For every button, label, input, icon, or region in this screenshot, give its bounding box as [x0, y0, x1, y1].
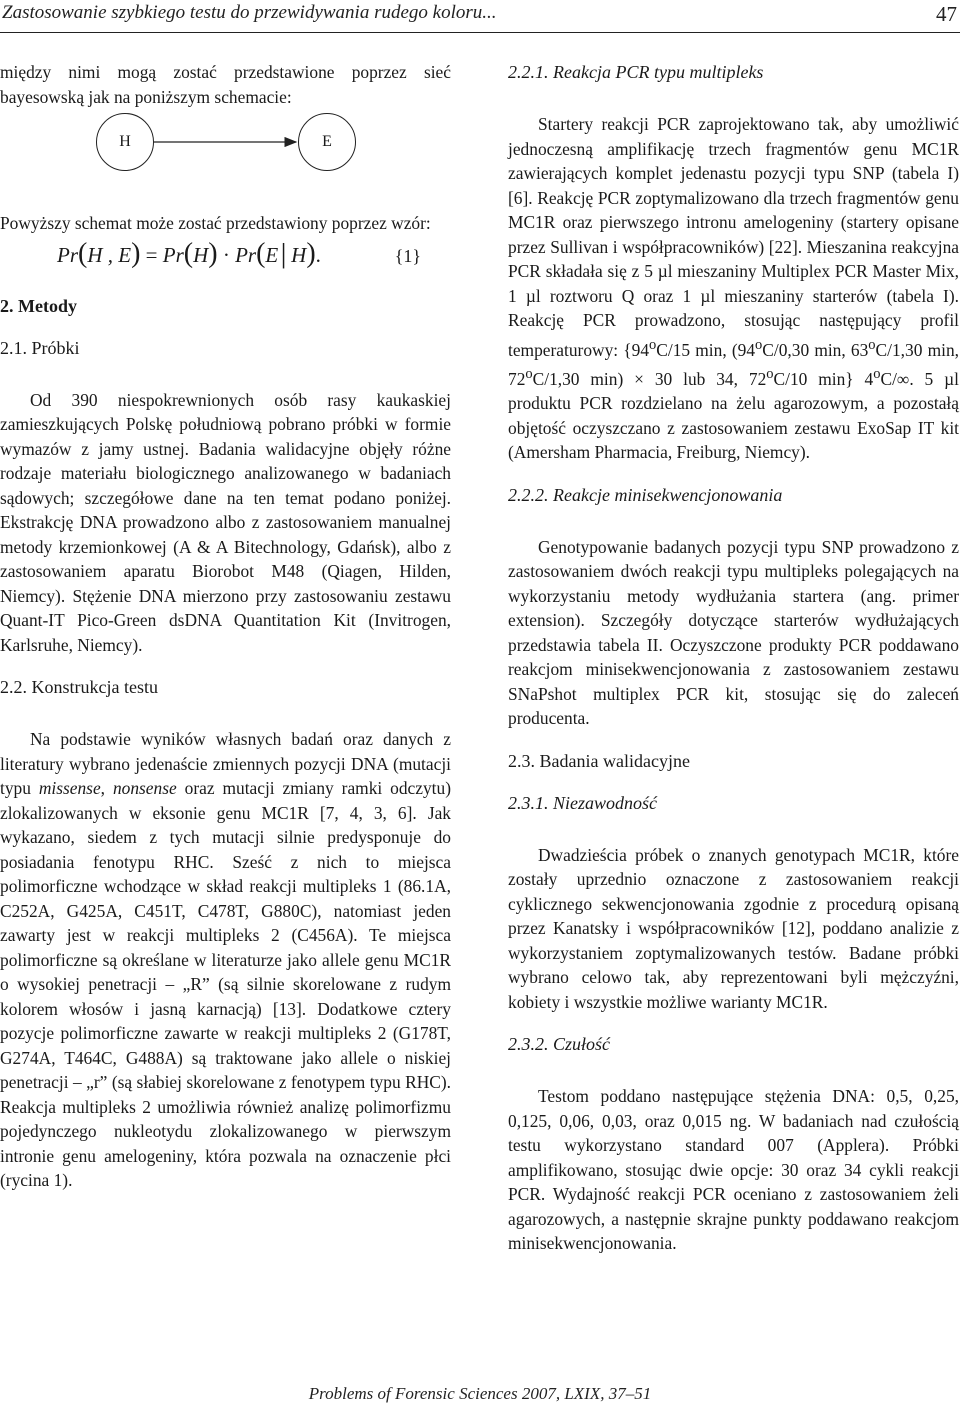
heading-validation: 2.3. Badania walidacyjne [508, 750, 690, 771]
heading-methods: 2. Metody [0, 295, 77, 316]
paragraph-multiplex: Startery reakcji PCR zaprojektowano tak, aby umożliwić jednoczesną amplifikację trzech fragmentów genu MC1R zawierających komplet jedenastu pozycji typu SNP (tabela I) [6]. Reakcję PCR zoptymalizowano dla trzech fragmentów genu MC1R oraz pierwszego intronu amelogeniny (startery opisane przez Sullivan i współpracowników) [22]. Mieszanina reakcyjna PCR składała się z 5 µl mieszaniny Multiplex PCR Master Mix, 1 µl roztworu Q oraz 1 µl mieszaniny starterów (tabela I). Reakcję PCR prowadzono, stosując następujący profil temperaturowy: {94$^o$C/15 min, (94$^o$C/0,30 min, 63$^o$C/1,30 min, 72$^o$C/1,30 min) × 30 lub 34, 72$^o$C/10 min} 4$^o$C/∞. 5 µl produktu PCR rozdzielano na żelu agarozowym, a pozostałą objętość oczyszczano z zastosowaniem zestawu ExoSap IT kit (Amersham Pharmacia, Freiburg, Niemcy). [508, 114, 959, 463]
heading-construction: 2.2. Konstrukcja testu [0, 677, 158, 697]
paragraph-sensitivity: Testom poddano następujące stężenia DNA: 0,5, 0,25, 0,125, 0,06, 0,03, oraz 0,015 ng. W badaniach nad czułością testu wykorzystano standard 007 (Applera). Próbki amplifikowano, stosując dwie opcje: 30 oraz 34 cykli reakcji PCR. Wydajność reakcji PCR oceniano z zastosowaniem żeli agarozowych, a następnie skrajne punkty poddawano reakcjom minisekwencjonowania. [508, 1086, 959, 1254]
node-h [96, 113, 154, 171]
running-header-title: Zastosowanie szybkiego testu do przewidywania rudego koloru... [2, 2, 497, 23]
arrow-h-to-e [0, 109, 451, 205]
formula-pr3: Pr [235, 242, 257, 267]
formula-dot: · [222, 242, 230, 267]
right-column [508, 60, 959, 1256]
paragraph-construction: Na podstawie wyników własnych badań oraz danych z literatury wybrano jedenaście zmiennych pozycji DNA (mutacji typu missense, nonsense oraz mutacji zmiany ramki odczytu) zlokalizowanych w eksonie genu MC1R [7, 4, 3, 6]. Jak wykazano, siedem z tych mutacji silnie predysponuje do posiadania fenotypu RHC. Sześć z nich to miejsca polimorficzne wchodzące w skład reakcji multipleks 1 (86.1A, C252A, G425A, C451T, C478T, G880C), natomiast jeden zawarty jest w reakcji multipleks 2 (C456A). Te miejsca polimorficzne są określane w literaturze jako allele genu MC1R o wysokiej penetracji – „R” (są silnie skorelowane z rudym kolorem włosów i jasną karnacją) [13]. Dodatkowe cztery pozycje polimorficzne zawarte w reakcji multipleks 2 (G178T, G274A, T464C, G488A) są traktowane jako allele o niskiej penetracji – „r” (są słabiej skorelowane z fenotypem typu RHC). Reakcja multipleks 2 umożliwia również analizę polimorfizmu pojedynczego nukleotydu zlokalizowanego w pierwszym intronie genu amelogeniny, która pozwala na oznaczenie płci (rycina 1). [0, 729, 451, 1190]
formula-args1: H , E [87, 242, 132, 267]
heading-reliability: 2.3.1. Niezawodność [508, 792, 658, 813]
header-rule [0, 32, 960, 33]
paragraph-reliability: Dwadzieścia próbek o znanych genotypach MC1R, które zostały uprzednio oznaczone z zastosowaniem reakcji cyklicznego sekwencjonowania zgodnie z procedurą opisaną przez Kanatsky i współpracowników [12], poddano analizie z wykorzystaniem zoptymalizowanych testów. Badane próbki wybrano celowo tak, aby reprezentowani byli mężczyźni, kobiety i wszystkie możliwe warianty MC1R. [508, 844, 959, 1012]
node-e [298, 113, 356, 171]
footer-citation: Problems of Forensic Sciences 2007, LXIX, 37–51 [308, 1384, 652, 1403]
formula-pr1: Pr [57, 242, 78, 267]
left-column [0, 60, 451, 1193]
heading-samples: 2.1. Próbki [0, 337, 80, 358]
intro-paragraph: między nimi mogą zostać przedstawione poprzez sieć bayesowską jak na poniższym schemacie: [0, 62, 451, 107]
paragraph-minisequencing: Genotypowanie badanych pozycji typu SNP prowadzono z zastosowaniem dwóch reakcji typu multipleks polegających na wykorzystaniu metody wydłużania startera (ang. primer extension). Szczegóły dotyczące starterów wydłużających przedstawia tabela II. Oczyszczone produkty PCR poddawano reakcjom minisekwencjonowania z zastosowaniem zestawu SNaPshot multiplex PCR kit, stosując się do zaleceń producenta. [508, 536, 959, 729]
heading-minisequencing: 2.2.2. Reakcje minisekwencjonowania [508, 484, 783, 505]
formula-expression: Pr(H , E) = Pr(H) · Pr(E│H). [57, 237, 321, 269]
formula-pr2: Pr [162, 242, 184, 267]
bayesian-network-diagram [0, 109, 451, 205]
paragraph-samples: Od 390 niespokrewnionych osób rasy kaukaskiej zamieszkujących Polskę południową pobrano próbki w formie wymazów z jamy ustnej. Badania walidacyjne objęły różne rodzaje materiału biologicznego analizowanego w badaniach sądowych; szczegółowe dane na ten temat podano poniżej. Ekstrakcję DNA prowadzono albo z zastosowaniem manualnej metody krzemionkowej (A & A Bitechnology, Gdańsk), albo z zastosowaniem aparatu Biorobot M48 (Qiagen, Hilden, Niemcy). Stężenie DNA mierzono przy zastosowaniu zestawu Quant-IT Pico-Green dsDNA Quantitation Kit (Invitrogen, Karlsruhe, Niemcy). [0, 389, 451, 655]
formula-end: . [315, 242, 321, 267]
formula-args2: H [193, 242, 209, 267]
formula [0, 236, 451, 284]
formula-number: {1} [394, 245, 421, 266]
formula-eq: = [145, 242, 158, 267]
heading-sensitivity: 2.3.2. Czułość [508, 1034, 611, 1055]
term-nonsense: nonsense [112, 778, 177, 798]
node-h-label: H [119, 132, 131, 150]
term-missense: missense [38, 778, 101, 798]
node-e-label: E [322, 132, 332, 150]
page-number: 47 [936, 2, 957, 26]
formula-args3: E│H [265, 242, 307, 267]
heading-multiplex: 2.2.1. Reakcja PCR typu multipleks [508, 62, 764, 82]
formula-intro: Powyższy schemat może zostać przedstawiony poprzez wzór: [0, 213, 431, 233]
